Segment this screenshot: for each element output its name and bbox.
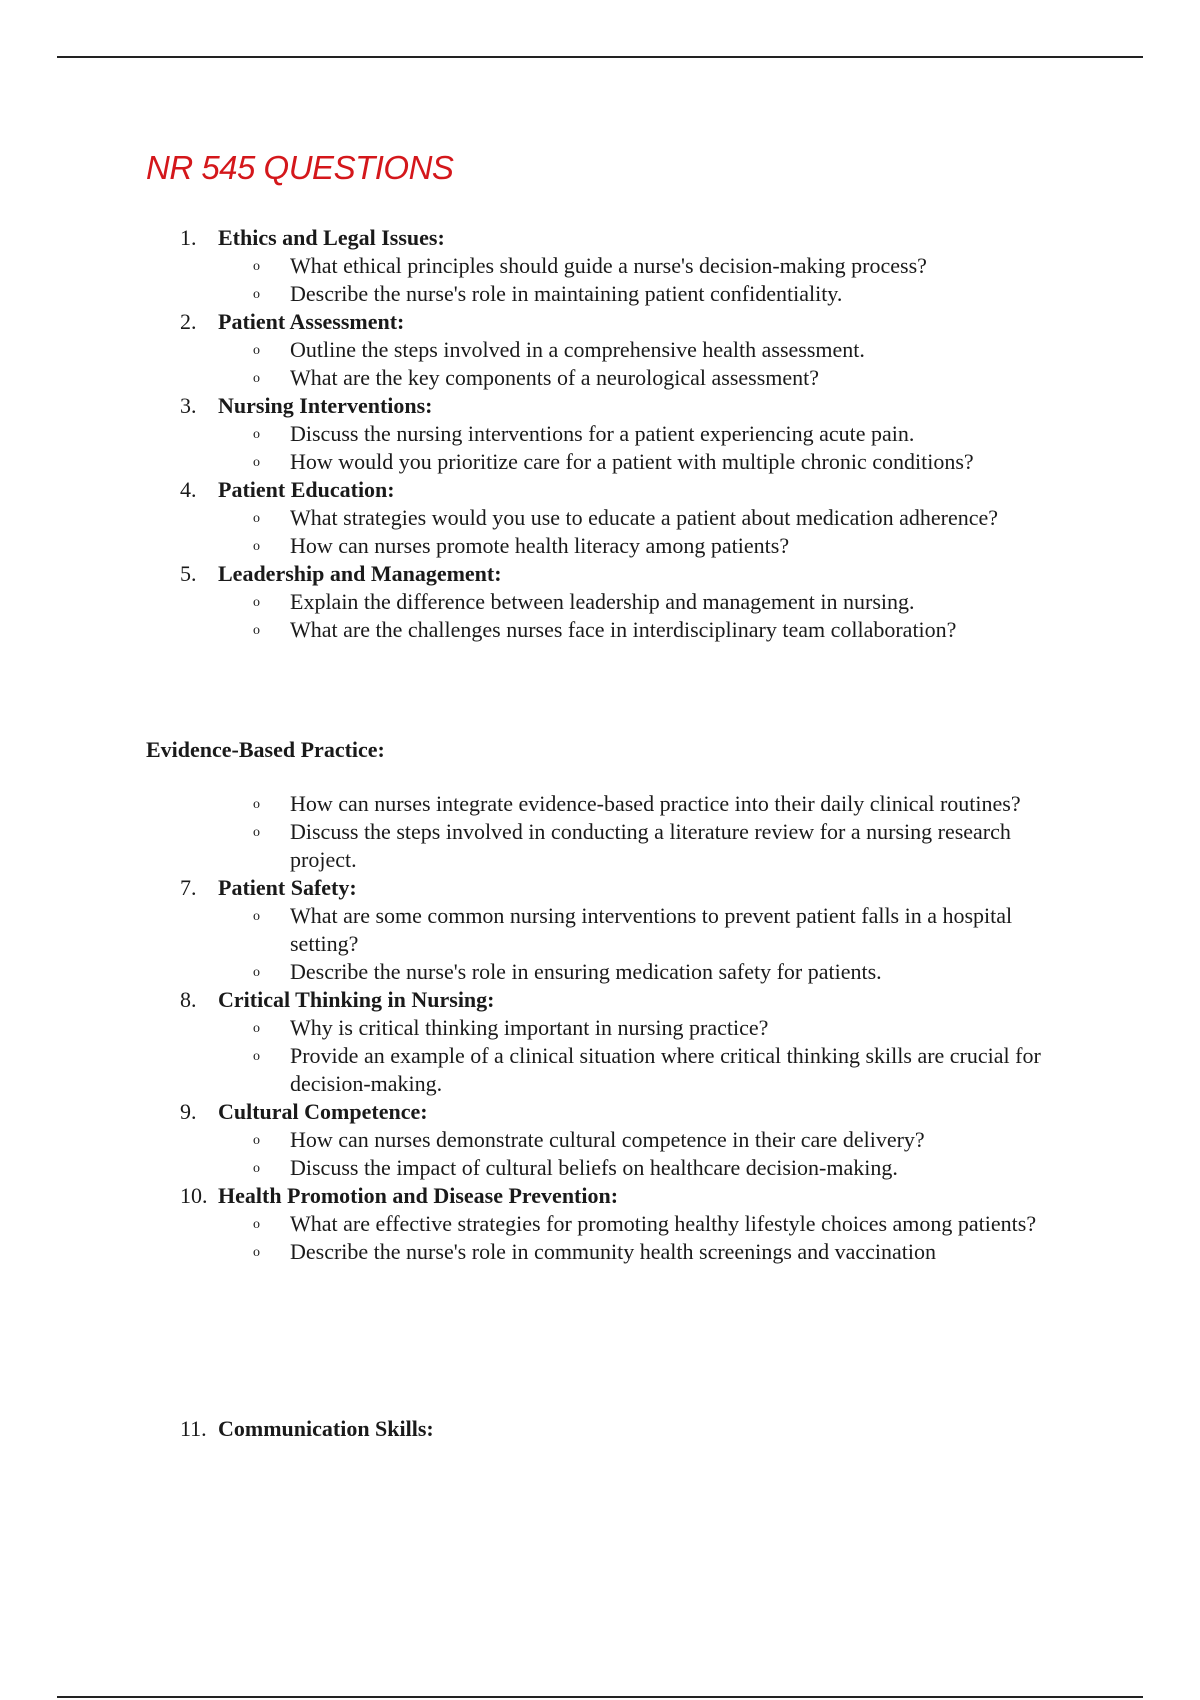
bullet-icon: o <box>253 427 260 442</box>
bullet-icon: o <box>253 595 260 610</box>
topic-item <box>0 1182 1200 1210</box>
question-text: How would you prioritize care for a patient with multiple chronic conditions? <box>290 449 974 474</box>
topic-number: 2. <box>180 309 197 334</box>
bullet-icon: o <box>253 909 260 924</box>
question-text: Outline the steps involved in a comprehensive health assessment. <box>290 337 865 362</box>
question-item <box>0 364 1200 392</box>
question-text: What are effective strategies for promoting healthy lifestyle choices among patients? <box>290 1211 1037 1236</box>
topic-number: 5. <box>180 561 197 586</box>
evidence-question-group <box>0 790 1200 874</box>
bullet-icon: o <box>253 511 260 526</box>
question-item <box>0 1014 1200 1042</box>
question-text: Describe the nurse's role in ensuring medication safety for patients. <box>290 959 882 984</box>
topic-item <box>0 476 1200 504</box>
bullet-icon: o <box>253 1217 260 1232</box>
question-list-part-two <box>0 790 1200 1266</box>
question-list-part-one <box>0 224 1200 644</box>
topic-heading: Health Promotion and Disease Prevention: <box>218 1183 619 1208</box>
bullet-icon: o <box>253 539 260 554</box>
question-list-part-three <box>0 1415 1200 1443</box>
topic-heading: Communication Skills: <box>218 1416 434 1441</box>
question-text: What strategies would you use to educate a patient about medication adherence? <box>290 505 998 530</box>
bullet-icon: o <box>253 797 260 812</box>
top-rule <box>57 56 1143 58</box>
topic-item <box>0 224 1200 252</box>
bullet-icon: o <box>253 1245 260 1260</box>
question-text: What are the challenges nurses face in interdisciplinary team collaboration? <box>290 617 957 642</box>
topic-number: 3. <box>180 393 197 418</box>
question-item <box>0 818 1200 874</box>
question-item <box>0 1238 1200 1266</box>
question-item <box>0 1126 1200 1154</box>
topic-number: 7. <box>180 875 197 900</box>
question-text: Why is critical thinking important in nursing practice? <box>290 1015 769 1040</box>
question-item <box>0 902 1200 958</box>
question-item <box>0 504 1200 532</box>
topic-item <box>0 874 1200 902</box>
question-text: Explain the difference between leadership and management in nursing. <box>290 589 915 614</box>
topic-item <box>0 1415 1200 1443</box>
topic-item <box>0 986 1200 1014</box>
bullet-icon: o <box>253 965 260 980</box>
topic-heading: Nursing Interventions: <box>218 393 433 418</box>
topic-heading: Critical Thinking in Nursing: <box>218 987 495 1012</box>
bullet-icon: o <box>253 371 260 386</box>
topic-heading: Ethics and Legal Issues: <box>218 225 445 250</box>
topic-number: 10. <box>180 1183 208 1208</box>
question-item <box>0 532 1200 560</box>
question-text: What are some common nursing interventions to prevent patient falls in a hospital setting? <box>290 903 1013 956</box>
topic-heading: Cultural Competence: <box>218 1099 428 1124</box>
question-list-continued <box>0 874 1200 1266</box>
bullet-icon: o <box>253 1133 260 1148</box>
question-item <box>0 336 1200 364</box>
question-item <box>0 1210 1200 1238</box>
topic-item <box>0 392 1200 420</box>
question-text: How can nurses promote health literacy among patients? <box>290 533 790 558</box>
topic-number: 1. <box>180 225 197 250</box>
bottom-rule <box>57 1696 1143 1698</box>
question-item <box>0 1154 1200 1182</box>
question-item <box>0 790 1200 818</box>
question-text: Discuss the impact of cultural beliefs on healthcare decision-making. <box>290 1155 898 1180</box>
question-text: How can nurses demonstrate cultural competence in their care delivery? <box>290 1127 925 1152</box>
bullet-icon: o <box>253 825 260 840</box>
question-text: Describe the nurse's role in maintaining patient confidentiality. <box>290 281 843 306</box>
topic-number: 4. <box>180 477 197 502</box>
question-item <box>0 448 1200 476</box>
bullet-icon: o <box>253 343 260 358</box>
topic-heading: Patient Safety: <box>218 875 357 900</box>
question-text: Provide an example of a clinical situation where critical thinking skills are crucial for decision-making. <box>290 1043 1041 1096</box>
question-text: Describe the nurse's role in community health screenings and vaccination <box>290 1239 937 1264</box>
topic-heading: Leadership and Management: <box>218 561 502 586</box>
topic-heading: Patient Education: <box>218 477 395 502</box>
bullet-icon: o <box>253 455 260 470</box>
bullet-icon: o <box>253 1021 260 1036</box>
bullet-icon: o <box>253 623 260 638</box>
question-item <box>0 958 1200 986</box>
topic-number: 8. <box>180 987 197 1012</box>
question-item <box>0 1042 1200 1098</box>
bullet-icon: o <box>253 1049 260 1064</box>
section-heading-evidence-based-practice: Evidence-Based Practice: <box>146 737 385 762</box>
question-item <box>0 588 1200 616</box>
topic-item <box>0 560 1200 588</box>
bullet-icon: o <box>253 287 260 302</box>
question-item <box>0 280 1200 308</box>
question-text: Discuss the steps involved in conducting a literature review for a nursing research project. <box>290 819 1011 872</box>
page-title: NR 545 QUESTIONS <box>146 149 454 186</box>
question-text: How can nurses integrate evidence-based practice into their daily clinical routines? <box>290 791 1021 816</box>
question-item <box>0 420 1200 448</box>
question-text: What are the key components of a neurological assessment? <box>290 365 820 390</box>
question-item <box>0 616 1200 644</box>
question-text: What ethical principles should guide a nurse's decision-making process? <box>290 253 927 278</box>
topic-number: 9. <box>180 1099 197 1124</box>
topic-item <box>0 1098 1200 1126</box>
bullet-icon: o <box>253 259 260 274</box>
question-item <box>0 252 1200 280</box>
topic-number: 11. <box>180 1416 207 1441</box>
topic-item <box>0 308 1200 336</box>
question-text: Discuss the nursing interventions for a patient experiencing acute pain. <box>290 421 915 446</box>
topic-heading: Patient Assessment: <box>218 309 405 334</box>
bullet-icon: o <box>253 1161 260 1176</box>
